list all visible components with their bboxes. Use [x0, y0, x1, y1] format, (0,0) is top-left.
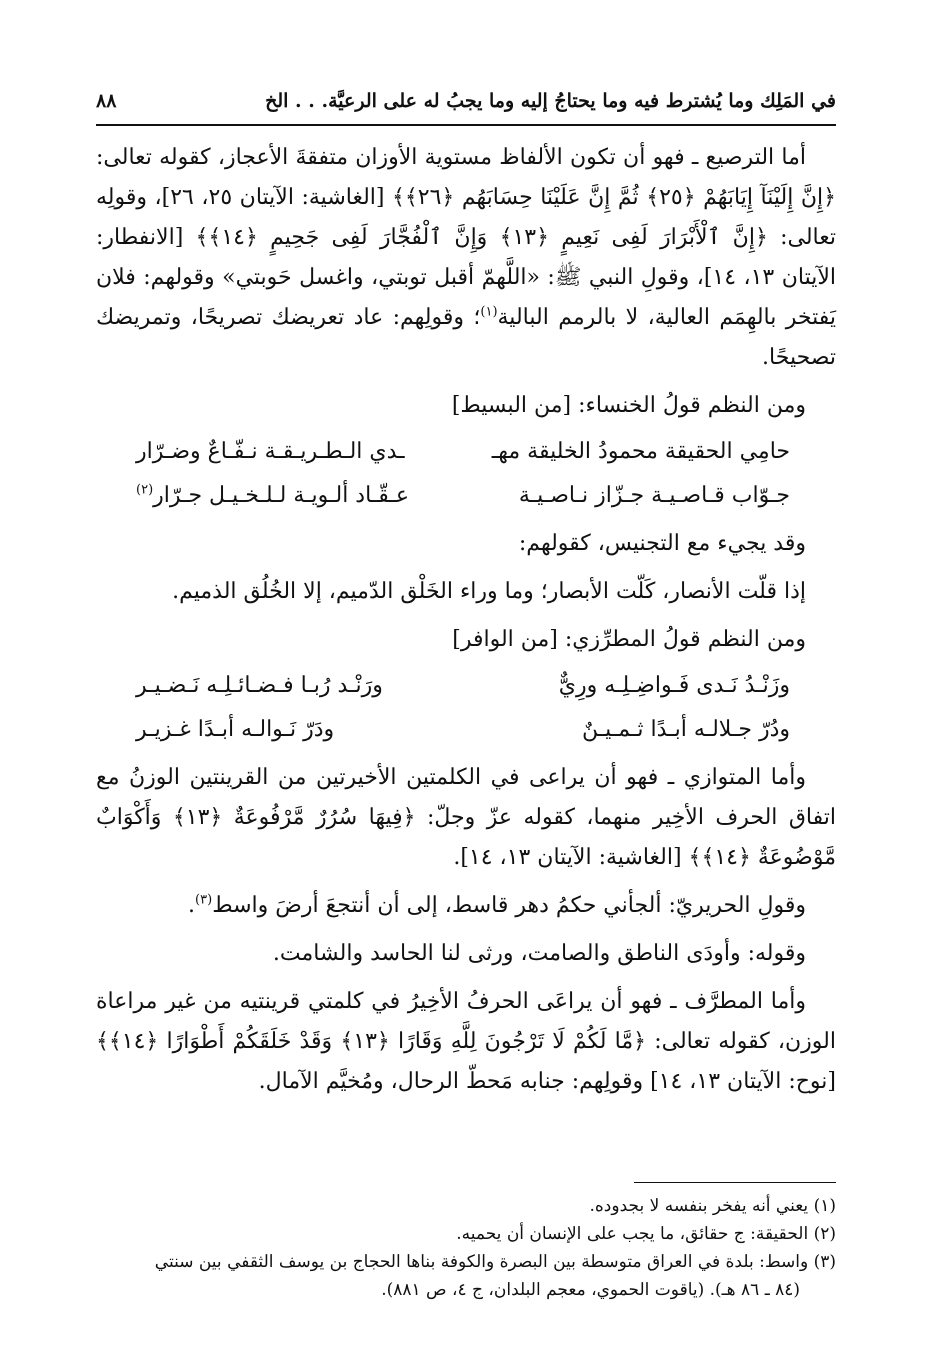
paragraph-tarsee [96, 138, 836, 378]
paragraph-hariri [96, 886, 836, 926]
footnote-number: (٣) [813, 1252, 836, 1272]
paragraph-mutawazi: وأما المتوازي ـ فهو أن يراعى في الكلمتين الأخيرتين من القرينتين الوزنُ مع اتفاق الحرف الأخِير منهما، كقوله عزّ وجلّ: ﴿فِيهَا سُرُرٌ مَّرْفُوعَةٌ ﴿١٣﴾ وَأَكْوَابٌ مَّوْضُوعَةٌ ﴿١٤﴾﴾ [الغاشية: الآيتان ١٣، ١٤]. [96, 765, 836, 870]
footnote-divider [634, 1182, 836, 1183]
page-number: ٨٨ [96, 90, 117, 112]
verse-line [96, 666, 836, 706]
verse-hemistich-second [136, 476, 409, 516]
footnote-text: واسط: بلدة في العراق متوسطة بين البصرة والكوفة بناها الحجاج بن يوسف الثقفي بين سنتي [154, 1252, 809, 1272]
verse-hemistich-second: ـدي الـطـريـقـة نـفّـاعٌ وضـرّار [136, 439, 405, 464]
main-text [96, 138, 836, 1102]
footnote-ref-3: (٣) [195, 892, 213, 908]
paragraph-tajnees: وقد يجيء مع التجنيس، كقولهم: [518, 531, 806, 556]
footnote-ref-2: (٢) [136, 482, 154, 498]
paragraph-text: وقولِ الحريريّ: ألجأني حكمُ دهر قاسط، إلى أن أنتجعَ أرضَ واسط [212, 893, 806, 918]
footnote-number: (١) [813, 1196, 836, 1216]
paragraph-text: أما الترصيع ـ فهو أن تكون الألفاظ مستوية الأوزان متفقةَ الأعجاز، كقوله تعالى: ﴿إِنَّ إِلَيْنَآ إِيَابَهُمْ ﴿٢٥﴾ ثُمَّ إِنَّ عَلَيْنَا حِسَابَهُم ﴿٢٦﴾﴾ [الغاشية: الآيتان ٢٥، ٢٦]، وقولِه تعالى: ﴿إِنَّ ٱلْأَبْرَارَ لَفِى نَعِيمٍ ﴿١٣﴾ وَإِنَّ ٱلْفُجَّارَ لَفِى جَحِيمٍ ﴿١٤﴾﴾ [الانفطار: الآيتان ١٣، ١٤]، وقولِ النبي ﷺ: «اللَّهمّ أقبل توبتي، واغسل حَوبتي» وقولهم: فلان يَفتخر بالهِمَم العالية، لا بالرمم البالية [96, 145, 837, 330]
verse-text: عـقّـاد ألـويـة لـلـخـيـل جـرّار [153, 483, 409, 508]
verse-line [96, 710, 836, 750]
header-divider [96, 124, 836, 126]
footnote-text: الحقيقة: ج حقائق، ما يجب على الإنسان أن يحميه. [456, 1224, 809, 1244]
paragraph-example: إذا قلّت الأنصار، كَلّت الأبصار؛ وما وراء الخَلْق الدّميم، إلا الخُلُق الذميم. [172, 579, 806, 604]
page-header [96, 80, 836, 122]
footnotes [96, 1192, 836, 1304]
verse-hemistich-second: ورَنْـد رُبـا فـضـائـلِـه نَـضـيـر [136, 673, 383, 698]
verse-hemistich-first: وزَنْـدُ نَـدى فَـواضِـلِـه ورِيٌّ [558, 673, 790, 698]
footnote-text: يعني أنه يفخر بنفسه لا بجدوده. [589, 1196, 809, 1216]
verse-hemistich-first: حامِي الحقيقة محمودُ الخليقة مهـ [491, 439, 790, 464]
paragraph-mutarraf: وأما المطرَّف ـ فهو أن يراعَى الحرفُ الأخِيرُ في كلمتي قرينتيه من غير مراعاة الوزن، كقوله تعالى: ﴿مَّا لَكُمْ لَا تَرْجُونَ لِلَّهِ وَقَارًا ﴿١٣﴾ وَقَدْ خَلَقَكُمْ أَطْوَارًا ﴿١٤﴾﴾ [نوح: الآيتان ١٣، ١٤] وقولِهم: جنابه مَحطّ الرحال، ومُخيَّم الآمال. [96, 989, 836, 1094]
mutarrizi-poem [96, 666, 836, 750]
verse-hemistich-first: ودُرّ جـلالـه أبـدًا ثـمـيـنٌ [581, 717, 790, 742]
paragraph-qawluhu: وقوله: وأودَى الناطق والصامت، ورثى لنا الحاسد والشامت. [272, 941, 806, 966]
verse-line [96, 476, 836, 516]
paragraph-khansa-intro: ومن النظم قولُ الخنساء: [من البسيط] [451, 393, 806, 418]
khansa-poem [96, 432, 836, 516]
footnote-number: (٢) [813, 1224, 836, 1244]
footnote [96, 1192, 836, 1220]
running-title: في المَلِك وما يُشترط فيه وما يحتاجُ إليه وما يجبُ له على الرعيَّة. . . الخ [265, 90, 836, 112]
paragraph-text-end: ؛ وقولِهم: عاد تعريضك تصريحًا، وتمريضك تصحيحًا. [96, 305, 836, 370]
paragraph-mutarrizi-intro: ومن النظم قولُ المطرِّزي: [من الوافر] [452, 627, 806, 652]
verse-hemistich-second: ودَرّ نَـوالـه أبـدًا غـزيـر [136, 717, 335, 742]
footnote-ref-1: (١) [480, 304, 498, 320]
paragraph-text-end: . [188, 893, 196, 918]
verse-hemistich-first: جـوّاب قـاصـيـة جـزّاز نـاصـيـة [518, 483, 790, 508]
footnote [96, 1248, 836, 1276]
verse-line [96, 432, 836, 472]
footnote [96, 1220, 836, 1248]
footnote-continuation: (٨٤ ـ ٨٦ هـ). (ياقوت الحموي، معجم البلدان، ج ٤، ص ٨٨١). [381, 1280, 800, 1300]
